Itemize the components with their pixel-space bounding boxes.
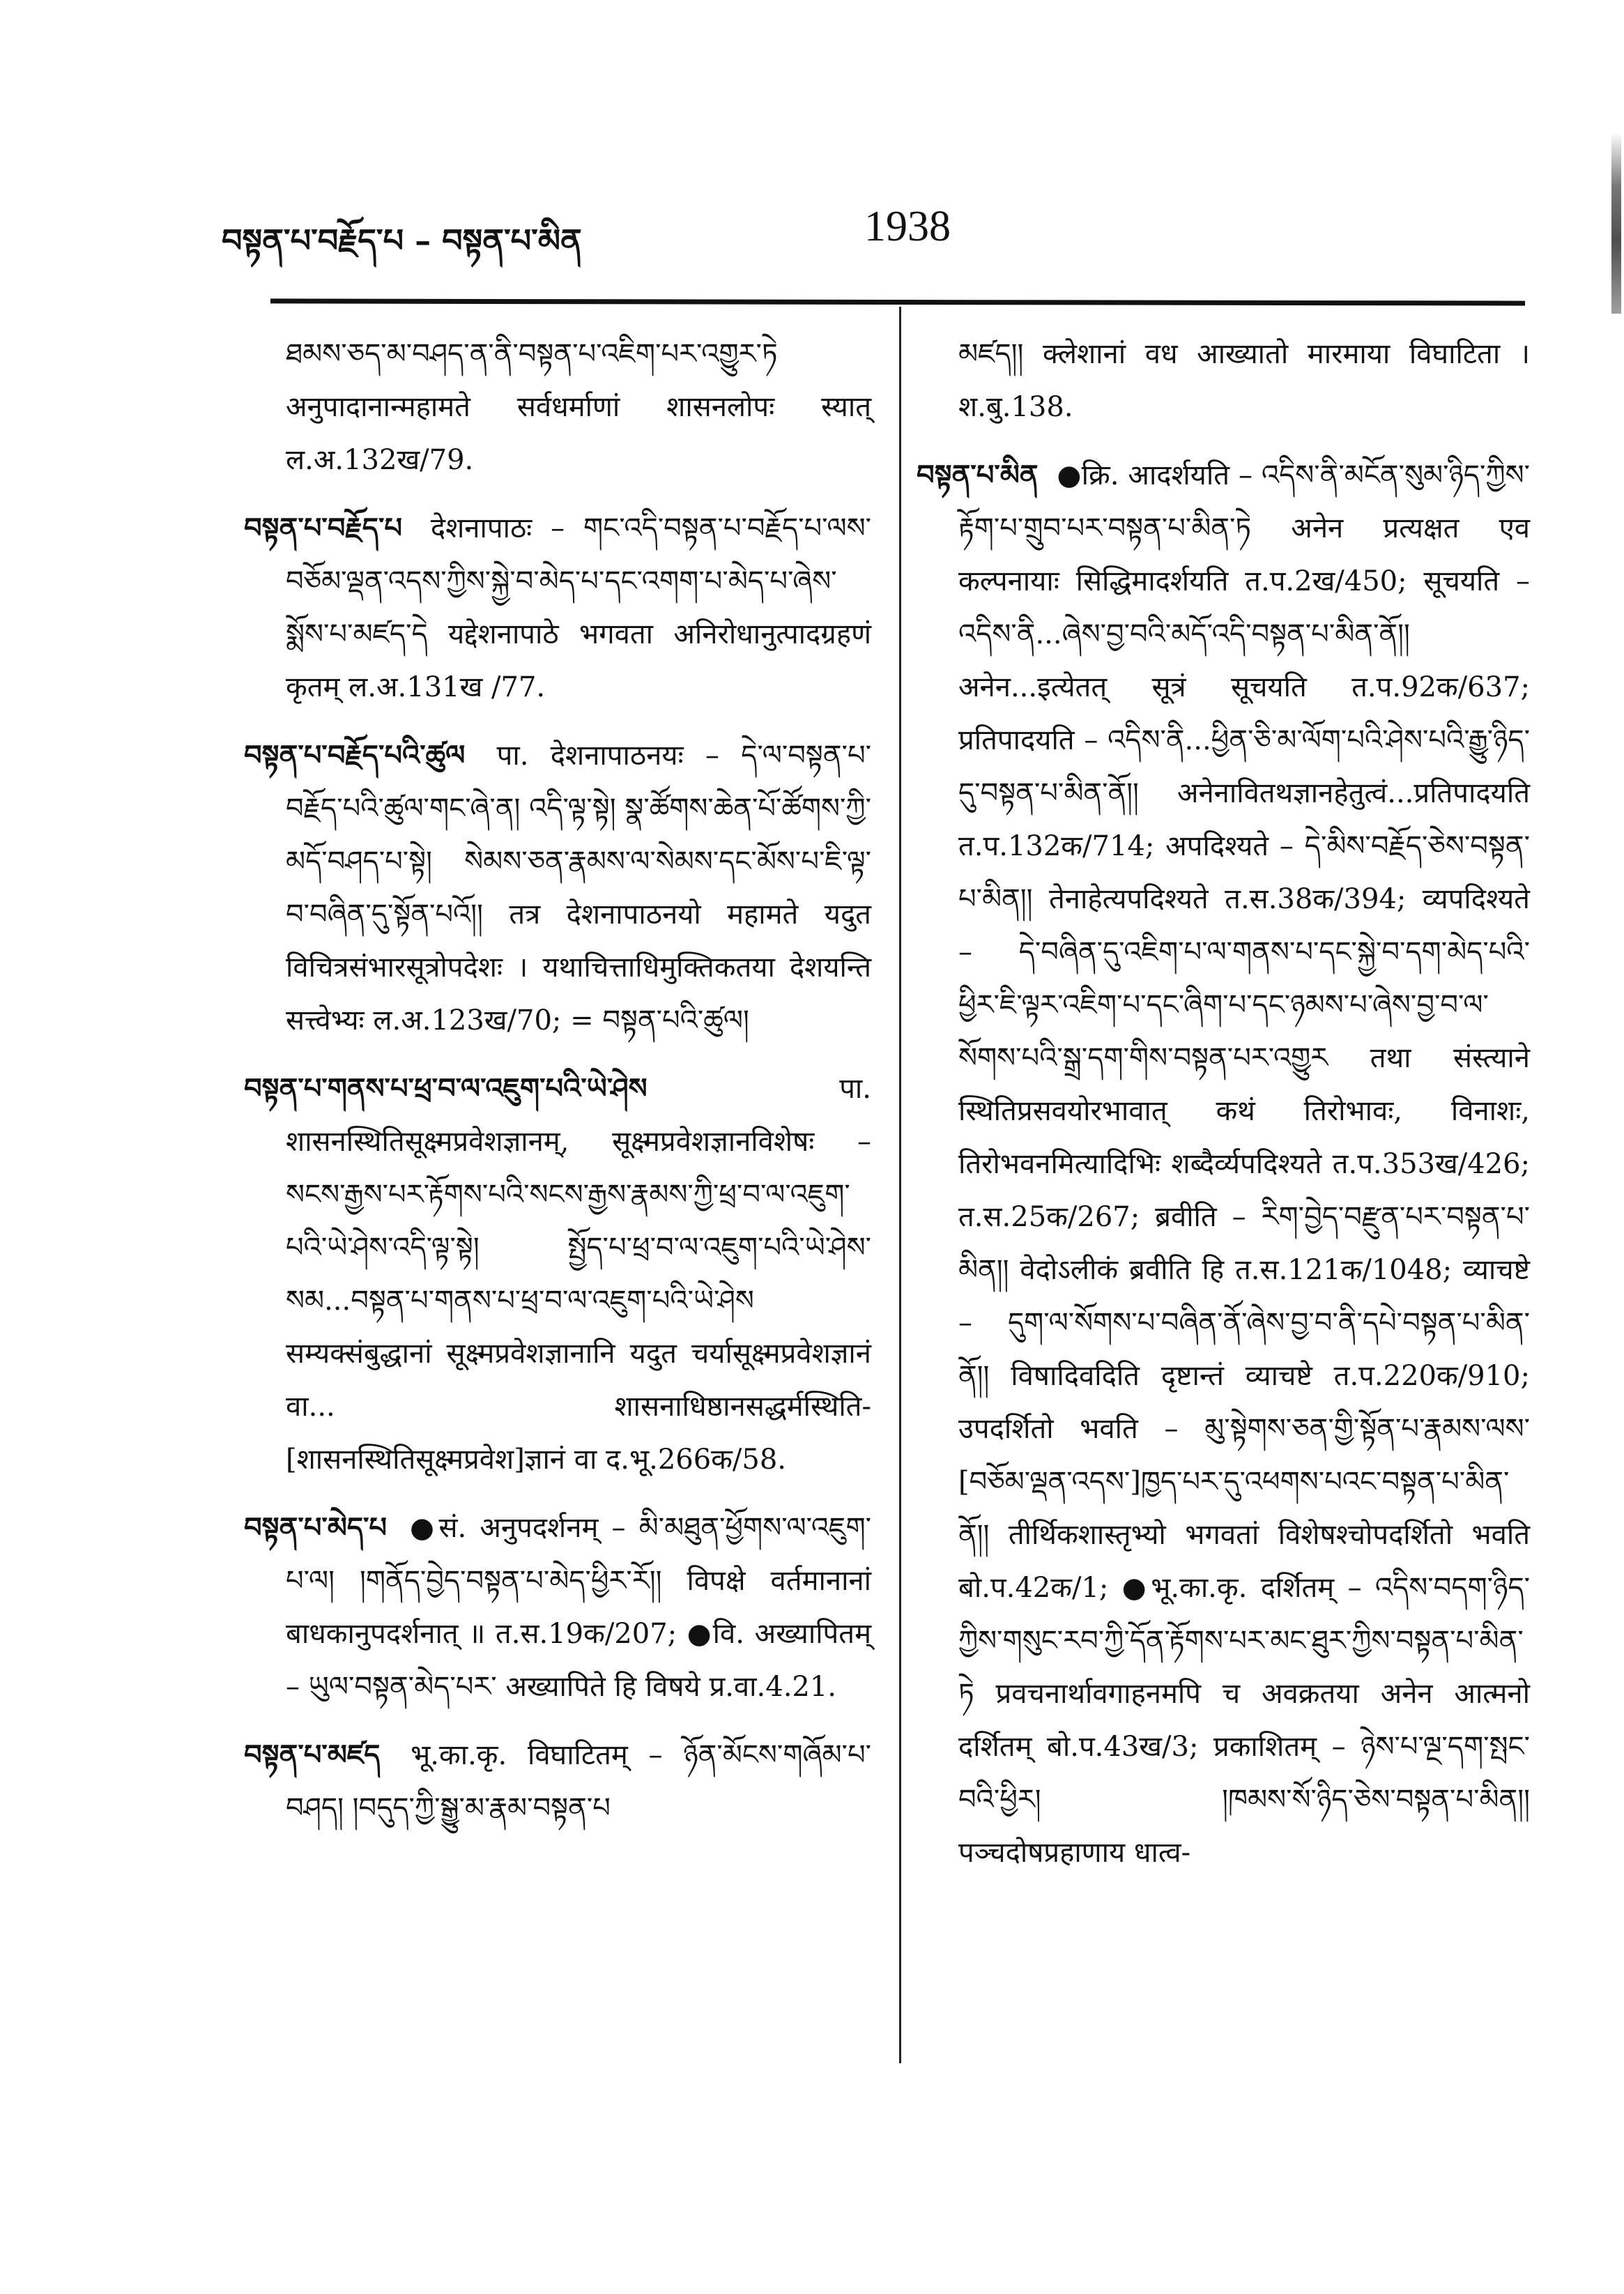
left-column [244,328,871,1850]
dictionary-entry [244,1062,871,1486]
dictionary-entry [244,502,871,714]
entry-body: भू.का.कृ. विघाटितम् – ཉོན་མོངས་གཞོམ་པ་བཤད། །བདུད་ཀྱི་སྒྱུ་མ་རྣམ་བསྟན་པ [286,1739,871,1824]
dictionary-entry [244,1501,871,1713]
entry-body: देशनापाठः – གང་འདི་བསྟན་པ་བརྗོད་པ་ལས་བཅོམ་ལྡན་འདས་ཀྱིས་སྐྱེ་བ་མེད་པ་དང་འགག་པ་མེད་པ་ཞེས་སྨོས་པ་མཛད་དེ यद्देशनापाठे भगवता अनिरोधानुत्पादग्रहणं कृतम् ल.अ.131ख /77. [286,512,871,703]
entry-body: ཐམས་ཅད་མ་བཤད་ན་ནི་བསྟན་པ་འཇིག་པར་འགྱུར་ཏེ अनुपादानान्महामते सर्वधर्माणां शासनलोपः स्यात् ल.अ.132ख/79. [286,338,871,476]
dictionary-entry [244,1729,871,1835]
header-rule [270,298,1525,305]
entry-headword: བསྟན་པ་གནས་པ་ཕྲ་བ་ལ་འཇུག་པའི་ཡེ་ཤེས [244,1072,648,1105]
right-column [917,328,1530,1895]
dictionary-entry [244,328,871,487]
dictionary-entry [244,729,871,1047]
scan-edge-artifact [1611,132,1621,314]
entry-body: ●सं. अनुपदर्शनम् – མི་མཐུན་ཕྱོགས་ལ་འཇུག་པ་ལ། །གནོད་བྱེད་བསྟན་པ་མེད་ཕྱིར་རོ།། विपक्षे वर्तमानानां बाधकानुपदर्शनात् ॥ त.स.19क/207; ●वि. अख्यापितम् – ཡུལ་བསྟན་མེད་པར་ अख्यापिते हि विषये प्र.वा.4.21. [286,1512,872,1703]
entry-body: पा. शासनस्थितिसूक्ष्मप्रवेशज्ञानम्, सूक्ष्मप्रवेशज्ञानविशेषः – སངས་རྒྱས་པར་རྟོགས་པའི་སངས་རྒྱས་རྣམས་ཀྱི་ཕྲ་བ་ལ་འཇུག་པའི་ཡེ་ཤེས་འདི་ལྟ་སྟེ། སྤྱོད་པ་ཕྲ་བ་ལ་འཇུག་པའི་ཡེ་ཤེས་སམ...བསྟན་པ་གནས་པ་ཕྲ་བ་ལ་འཇུག་པའི་ཡེ་ཤེས सम्यक्संबुद्धानां सूक्ष्मप्रवेशज्ञानानि यदुत चर्यासूक्ष्मप्रवेशज्ञानं वा... शासनाधिष्ठानसद्धर्मस्थिति-[शासनस्थितिसूक्ष्मप्रवेश]ज्ञानं वा द.भू.266क/58. [286,1073,871,1476]
entry-headword: བསྟན་པ་བརྗོད་པ [244,512,402,544]
page-number: 1938 [864,203,951,250]
entry-body: ●क्रि. आदर्शयति – འདིས་ནི་མངོན་སུམ་ཉིད་ཀྱིས་རྟོག་པ་གྲུབ་པར་བསྟན་པ་མིན་ཏེ अनेन प्रत्यक्षत एव कल्पनायाः सिद्धिमादर्शयति त.प.2ख/450; सूचयति – འདིས་ནི...ཞེས་བྱ་བའི་མདོ་འདི་བསྟན་པ་མིན་ནོ།། अनेन...इत्येतत् सूत्रं सूचयति त.प.92क/637; प्रतिपादयति – འདིས་ནི...ཕྱིན་ཅི་མ་ལོག་པའི་ཤེས་པའི་རྒྱུ་ཉིད་དུ་བསྟན་པ་མིན་ནོ།། अनेनावितथज्ञानहेतुत्वं...प्रतिपादयति त.प.132क/714; अपदिश्यते – དེ་མིས་བརྗོད་ཅེས་བསྟན་པ་མིན།། तेनाहेत्यपदिश्यते त.स.38क/394; व्यपदिश्यते – དེ་བཞིན་དུ་འཇིག་པ་ལ་གནས་པ་དང་སྐྱེ་བ་དག་མེད་པའི་ཕྱིར་ཇི་ལྟར་འཇིག་པ་དང་ཞིག་པ་དང་ཉམས་པ་ཞེས་བྱ་བ་ལ་སོགས་པའི་སྒྲ་དག་གིས་བསྟན་པར་འགྱུར तथा संस्त्याने स्थितिप्रसवयोरभावात् कथं तिरोभावः, विनाशः, तिरोभवनमित्यादिभिः शब्दैर्व्यपदिश्यते त.प.353ख/426; त.स.25क/267; ब्रवीति – རིག་བྱེད་བརྫུན་པར་བསྟན་པ་མིན།། वेदोऽलीकं ब्रवीति हि त.स.121क/1048; व्याचष्टे – དུག་ལ་སོགས་པ་བཞིན་ནོ་ཞེས་བྱ་བ་ནི་དཔེ་བསྟན་པ་མིན་ནོ།། विषादिवदिति दृष्टान्तं व्याचष्टे त.प.220क/910; उपदर्शितो भवति – མུ་སྟེགས་ཅན་གྱི་སྟོན་པ་རྣམས་ལས་[བཅོམ་ལྡན་འདས་]ཁྱད་པར་དུ་འཕགས་པའང་བསྟན་པ་མིན་ནོ།། तीर्थिकशास्तृभ्यो भगवतां विशेषश्चोपदर्शितो भवति बो.प.42क/1; ●भू.का.कृ. दर्शितम् – འདིས་བདག་ཉིད་ཀྱིས་གསུང་རབ་ཀྱི་དོན་རྟོགས་པར་མང་ཐུར་ཀྱིས་བསྟན་པ་མིན་ཏེ प्रवचनार्थावगाहनमपि च अवक्रतया अनेन आत्मनो दर्शितम् बो.प.43ख/3; प्रकाशितम् – ཉེས་པ་ལྔ་དག་སྤང་བའི་ཕྱིར། །ཁམས་སོ་ཉིད་ཅེས་བསྟན་པ་མིན།། पञ्चदोषप्रहाणाय धात्व- [958,459,1530,1869]
dictionary-entry [917,328,1530,434]
running-header-guide-words: བསྟན་པ་བརྗོད་པ – བསྟན་པ་མིན [222,222,582,259]
entry-headword: བསྟན་པ་བརྗོད་པའི་ཚུལ [244,739,466,772]
entry-headword: བསྟན་པ་མཛད [244,1738,381,1771]
entry-headword: བསྟན་པ་མེད་པ [244,1511,388,1544]
dictionary-entry [917,449,1530,1879]
entry-headword: བསྟན་པ་མིན [917,459,1039,491]
entry-body: पा. देशनापाठनयः – དེ་ལ་བསྟན་པ་བརྗོད་པའི་ཚུལ་གང་ཞེ་ན། འདི་ལྟ་སྟེ། སྣ་ཚོགས་ཆེན་པོ་ཚོགས་ཀྱི་མདོ་བཤད་པ་སྟེ། སེམས་ཅན་རྣམས་ལ་སེམས་དང་མོས་པ་ཇི་ལྟ་བ་བཞིན་དུ་སྟོན་པའོ།། तत्र देशनापाठनयो महामते यदुत विचित्रसंभारसूत्रोपदेशः । यथाचित्ताधिमुक्तिकतया देशयन्ति सत्त्वेभ्यः ल.अ.123ख/70; = བསྟན་པའི་ཚུལ། [286,740,871,1037]
column-divider [899,307,901,2063]
entry-body: མཛད།། क्लेशानां वध आख्यातो मारमाया विघाटिता । श.बु.138. [958,338,1530,423]
